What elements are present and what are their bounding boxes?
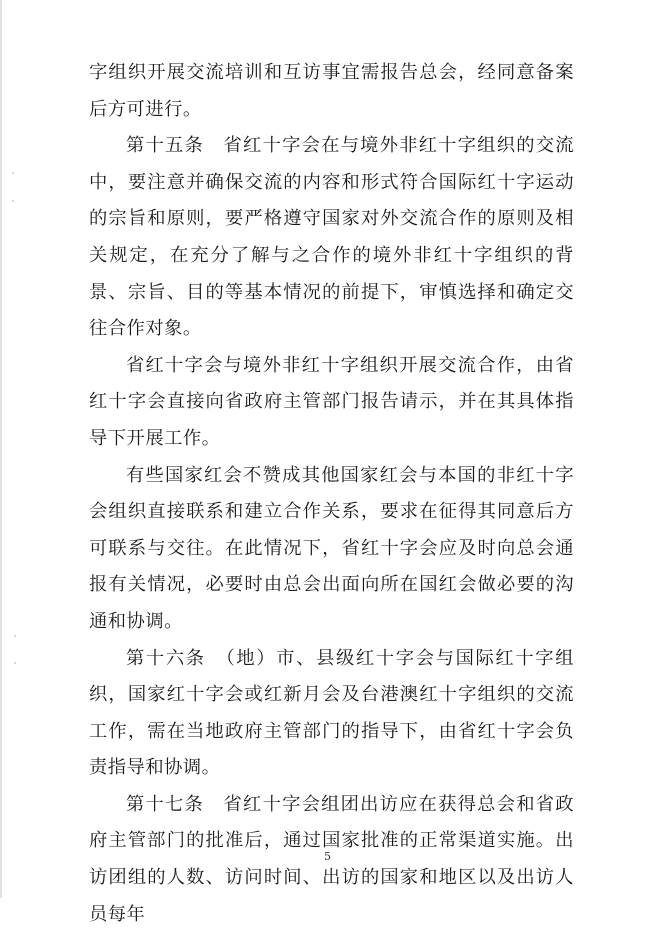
paragraph: 省红十字会与境外非红十字组织开展交流合作，由省红十字会直接向省政府主管部门报告请示，并在其具体指导下开展工作。 xyxy=(89,354,574,449)
scan-speck xyxy=(14,662,16,664)
paragraph-continued: 字组织开展交流培训和互访事宜需报告总会，经同意备案后方可进行。 xyxy=(89,62,574,120)
scan-speck xyxy=(14,635,16,637)
document-body xyxy=(89,55,574,933)
page-edge xyxy=(0,0,2,898)
paragraph-article-16: 第十六条 （地）市、县级红十字会与国际红十字组织，国家红十字会或红新月会及台港澳红十字组织的交流工作，需在当地政府主管部门的指导下，由省红十字会负责指导和协调。 xyxy=(89,647,574,779)
scan-speck xyxy=(12,172,14,174)
paragraph-article-15: 第十五条 省红十字会在与境外非红十字组织的交流中，要注意并确保交流的内容和形式符合国际红十字运动的宗旨和原则，要严格遵守国家对外交流合作的原则及相关规定，在充分了解与之合作的境外非红十字组织的背景、宗旨、目的等基本情况的前提下，审慎选择和确定交往合作对象。 xyxy=(89,135,574,340)
paragraph: 有些国家红会不赞成其他国家红会与本国的非红十字会组织直接联系和建立合作关系，要求在征得其同意后方可联系与交往。在此情况下，省红十字会应及时向总会通报有关情况，必要时由总会出面向所在国红会做必要的沟通和协调。 xyxy=(89,464,574,632)
page-number: 5 xyxy=(324,850,331,863)
scan-speck xyxy=(12,200,14,202)
paragraph-article-17: 第十七条 省红十字会组团出访应在获得总会和省政府主管部门的批准后，通过国家批准的正常渠道实施。出访团组的人数、访问时间、出访的国家和地区以及出访人员每年 xyxy=(89,793,574,925)
